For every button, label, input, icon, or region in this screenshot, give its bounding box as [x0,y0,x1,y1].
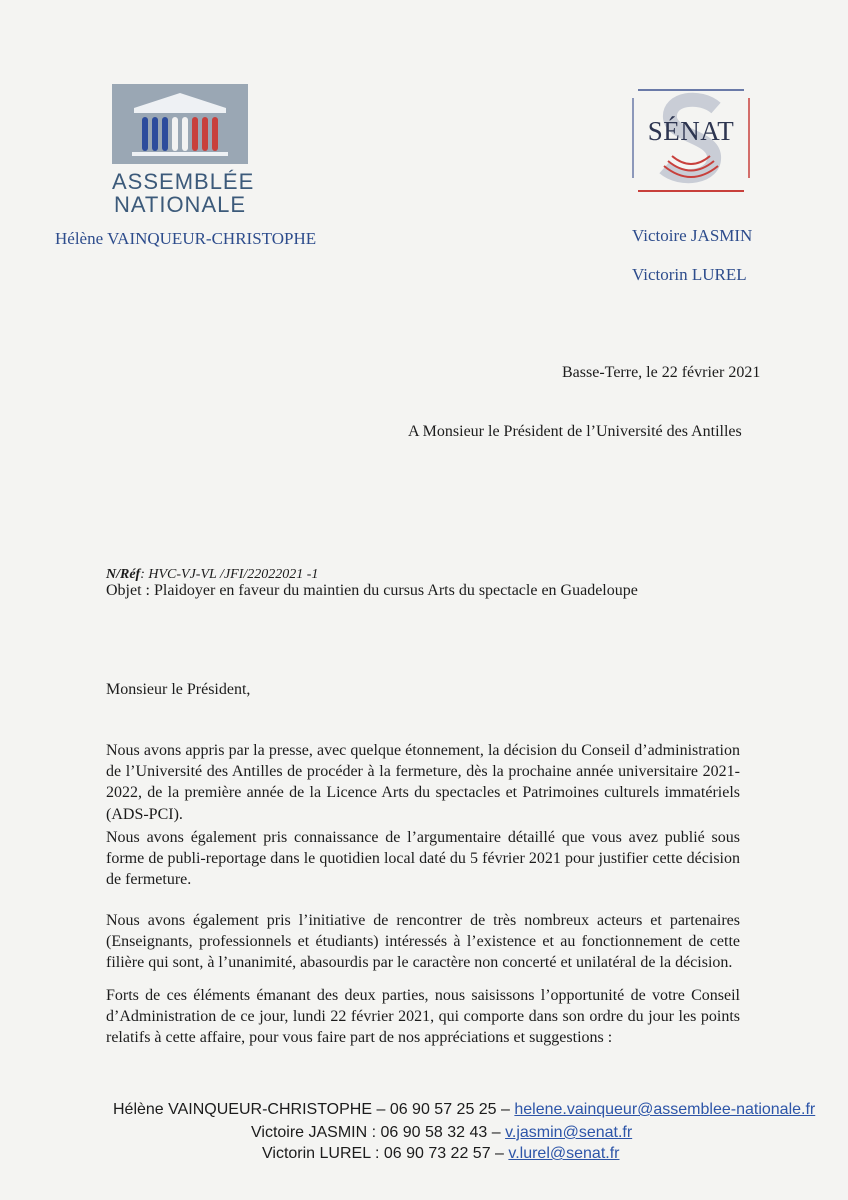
footer-contact-jasmin-text: Victoire JASMIN : 06 90 58 32 43 – [251,1124,506,1141]
email-link-jasmin[interactable]: v.jasmin@senat.fr [505,1124,633,1141]
senat-logo-text: SÉNAT [647,116,735,146]
reference-label: N/Réf [106,567,141,582]
body-paragraph-3: Nous avons également pris l’initiative de rencontrer de très nombreux acteurs et partenaires (Enseignants, professionnels et étudiants) intéressés à l’existence et au fonctionnement de cette filière qui sont, à l’unanimité, abasourdis par le caractère non concerté et unilatéral de la décision. [106,912,740,972]
body-paragraph-1: Nous avons appris par la presse, avec quelque étonnement, la décision du Conseil d’administration de l’Université des Antilles de procéder à la fermeture, dès la prochaine année universitaire 2021-2022, de la première année de la Licence Arts du spectacles et Patrimoines culturels immatériels (ADS-PCI). [106,742,740,823]
reference-value: : HVC-VJ-VL /JFI/22022021 -1 [140,567,319,582]
email-link-hvc[interactable]: helene.vainqueur@assemblee-nationale.fr [514,1101,816,1118]
email-link-lurel[interactable]: v.lurel@senat.fr [508,1145,620,1162]
assemblee-nationale-logo [112,84,255,217]
senator-name-lurel: Victorin LUREL [632,265,747,284]
assemblee-emblem-icon [112,84,248,164]
deputy-name: Hélène VAINQUEUR-CHRISTOPHE [55,229,317,248]
assemblee-logo-line1: ASSEMBLÉE [112,169,255,194]
footer-contact-hvc-text: Hélène VAINQUEUR-CHRISTOPHE – 06 90 57 25 25 – [113,1101,515,1118]
footer-contact-jasmin [251,1124,632,1142]
footer-contact-hvc [113,1101,815,1119]
assemblee-logo-line2: NATIONALE [113,192,247,217]
salutation: Monsieur le Président, [106,681,251,698]
reference-line [106,567,318,583]
body-paragraph-4: Forts de ces éléments émanant des deux parties, nous saisissons l’opportunité de votre Conseil d’Administration de ce jour, lundi 22 février 2021, qui comporte dans son ordre du jour les points relatifs à cette affaire, pour vous faire part de nos appréciations et suggestions : [106,987,740,1047]
footer-contact-lurel-text: Victorin LUREL : 06 90 73 22 57 – [262,1145,509,1162]
date-line: Basse-Terre, le 22 février 2021 [562,364,761,381]
subject-line: Objet : Plaidoyer en faveur du maintien du cursus Arts du spectacle en Guadeloupe [106,582,638,599]
footer-contact-lurel [262,1145,619,1163]
recipient-line: A Monsieur le Président de l’Université des Antilles [408,423,742,440]
body-paragraph-2: Nous avons également pris connaissance de l’argumentaire détaillé que vous avez publié sous forme de publi-reportage dans le quotidien local daté du 5 février 2021 pour justifier cette décision de fermeture. [106,829,740,889]
senat-logo [628,86,754,196]
senator-name-jasmin: Victoire JASMIN [632,226,753,245]
